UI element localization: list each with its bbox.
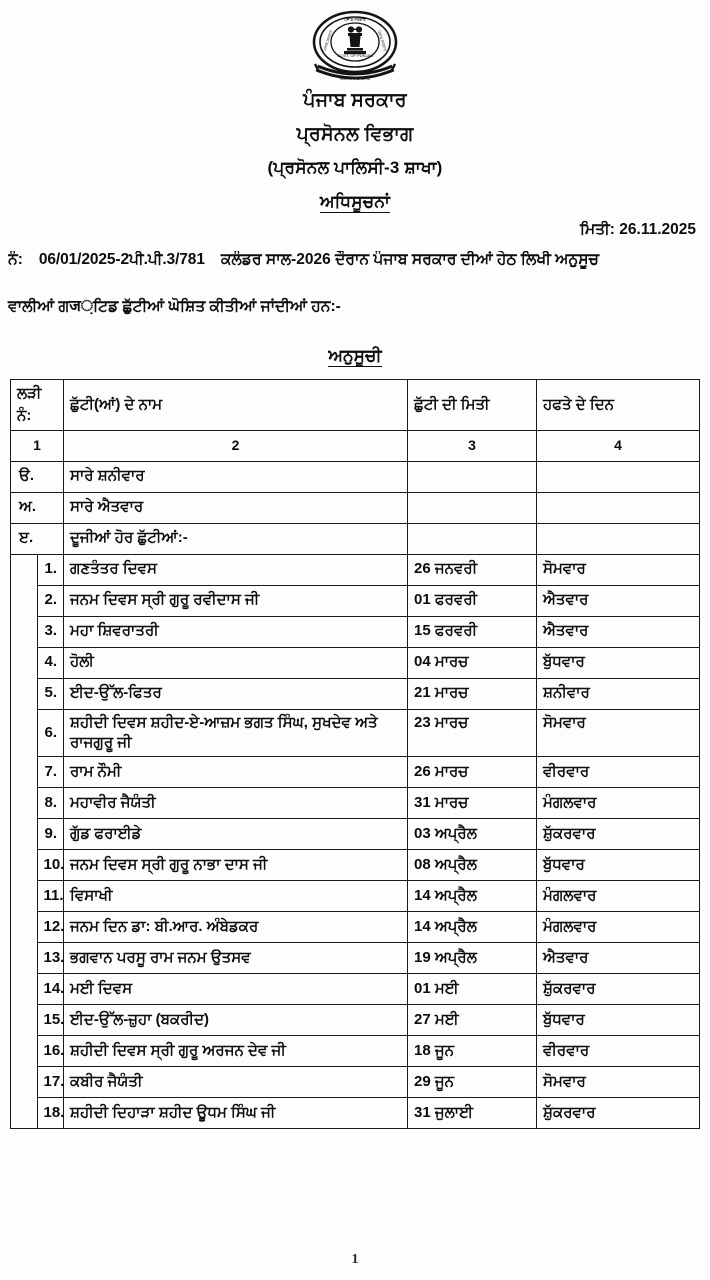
table-row [11, 943, 700, 974]
table-row [11, 678, 700, 709]
column-number-1: 1 [11, 430, 64, 461]
holiday-date: 14 ਅਪ੍ਰੈਲ [408, 881, 537, 912]
table-row [11, 819, 700, 850]
holiday-name: ਹੋਲੀ [64, 647, 408, 678]
holiday-number: 15. [37, 1005, 64, 1036]
general-row-day [537, 461, 700, 492]
holiday-day: ਸੋਮਵਾਰ [537, 709, 700, 757]
column-number-4: 4 [537, 430, 700, 461]
holiday-day: ਬੁੱਧਵਾਰ [537, 647, 700, 678]
holiday-name: ਭਗਵਾਨ ਪਰਸੂ ਰਾਮ ਜਨਮ ਉਤਸਵ [64, 943, 408, 974]
svg-text:ਪੰਜਾਬ ਸਰਕਾਰ: ਪੰਜਾਬ ਸਰਕਾਰ [321, 29, 334, 52]
holiday-name: ਗੁੱਡ ਫਰਾਈਡੇ [64, 819, 408, 850]
holiday-date: 14 ਅਪ੍ਰੈਲ [408, 912, 537, 943]
holiday-date: 26 ਮਾਰਚ [408, 757, 537, 788]
holidays-table [10, 379, 700, 1129]
holiday-day: ਵੀਰਵਾਰ [537, 1036, 700, 1067]
holiday-name: ਜਨਮ ਦਿਵਸ ਸ੍ਰੀ ਗੁਰੂ ਰਵੀਦਾਸ ਜੀ [64, 585, 408, 616]
table-row [11, 757, 700, 788]
holiday-name: ਜਨਮ ਦਿਵਸ ਸ੍ਰੀ ਗੁਰੂ ਨਾਭਾ ਦਾਸ ਜੀ [64, 850, 408, 881]
general-row-serial: ਅ. [11, 492, 64, 523]
holiday-date: 27 ਮਈ [408, 1005, 537, 1036]
holiday-date: 03 ਅਪ੍ਰੈਲ [408, 819, 537, 850]
holiday-day: ਬੁੱਧਵਾਰ [537, 850, 700, 881]
schedule-title [0, 346, 710, 366]
general-row-date [408, 523, 537, 554]
holiday-date: 23 ਮਾਰਚ [408, 709, 537, 757]
holiday-day: ਸ਼ਨੀਵਾਰ [537, 678, 700, 709]
holiday-number: 16. [37, 1036, 64, 1067]
holiday-date: 18 ਜੂਨ [408, 1036, 537, 1067]
table-row [11, 1098, 700, 1129]
holiday-number: 6. [37, 709, 64, 757]
holiday-name: ਮਹਾਵੀਰ ਜੈਯੰਤੀ [64, 788, 408, 819]
column-number-2: 2 [64, 430, 408, 461]
holiday-number: 14. [37, 974, 64, 1005]
holiday-group-serial-cell [11, 554, 38, 1129]
holiday-day: ਐਤਵਾਰ [537, 585, 700, 616]
holiday-date: 26 ਜਨਵਰੀ [408, 554, 537, 585]
general-row-date [408, 461, 537, 492]
general-row-serial: ੳ. [11, 461, 64, 492]
table-row [11, 1005, 700, 1036]
holiday-number: 2. [37, 585, 64, 616]
header-holiday-date: ਛੁੱਟੀ ਦੀ ਮਿਤੀ [408, 380, 537, 431]
holiday-day: ਸੋਮਵਾਰ [537, 554, 700, 585]
holiday-name: ਜਨਮ ਦਿਨ ਡਾ: ਬੀ.ਆਰ. ਅੰਬੇਡਕਰ [64, 912, 408, 943]
general-row-name: ਸਾਰੇ ਐਤਵਾਰ [64, 492, 408, 523]
holiday-number: 18. [37, 1098, 64, 1129]
holiday-number: 10. [37, 850, 64, 881]
general-row-date [408, 492, 537, 523]
holiday-day: ਐਤਵਾਰ [537, 616, 700, 647]
holiday-day: ਐਤਵਾਰ [537, 943, 700, 974]
notification-number: 06/01/2025-2ਪੀ.ਪੀ.3/781 [38, 251, 205, 268]
holiday-number: 9. [37, 819, 64, 850]
punjab-government-emblem-icon [301, 8, 409, 94]
header-week-day: ਹਫਤੇ ਦੇ ਦਿਨ [537, 380, 700, 431]
branch-name: (ਪ੍ਰਸੋਨਲ ਪਾਲਿਸੀ-3 ਸ਼ਾਖਾ) [267, 158, 443, 177]
notification-body-line1: ਕਲੰਡਰ ਸਾਲ-2026 ਦੌਰਾਨ ਪੰਜਾਬ ਸਰਕਾਰ ਦੀਆਂ ਹੇਠ ਲਿਖੀ ਅਨੁਸੂਚ [220, 251, 599, 268]
holiday-date: 31 ਜੁਲਾਈ [408, 1098, 537, 1129]
table-row [11, 554, 700, 585]
holiday-number: 13. [37, 943, 64, 974]
header-holiday-name: ਛੁੱਟੀ(ਆਂ) ਦੇ ਨਾਮ [64, 380, 408, 431]
holiday-day: ਸ਼ੁੱਕਰਵਾਰ [537, 819, 700, 850]
holiday-number: 11. [37, 881, 64, 912]
header-serial-line1: ਲੜੀ [17, 385, 42, 402]
general-row-serial: ੲ. [11, 523, 64, 554]
table-row [11, 1036, 700, 1067]
holiday-day: ਸੋਮਵਾਰ [537, 1067, 700, 1098]
table-row [11, 788, 700, 819]
holiday-day: ਮੰਗਲਵਾਰ [537, 788, 700, 819]
holiday-name: ਰਾਮ ਨੌਮੀ [64, 757, 408, 788]
holiday-number: 7. [37, 757, 64, 788]
holiday-day: ਵੀਰਵਾਰ [537, 757, 700, 788]
memo-date: ਮਿਤੀ: 26.11.2025 [580, 221, 696, 238]
holiday-date: 15 ਫਰਵਰੀ [408, 616, 537, 647]
header-serial-line2: ਨੰ: [17, 406, 32, 424]
holiday-date: 04 ਮਾਰਚ [408, 647, 537, 678]
holiday-name: ਸ਼ਹੀਦੀ ਦਿਵਸ ਸ੍ਰੀ ਗੁਰੂ ਅਰਜਨ ਦੇਵ ਜੀ [64, 1036, 408, 1067]
table-row [11, 585, 700, 616]
page-number: 1 [351, 1252, 359, 1267]
notification-heading-text: ਅਧਿਸੂਚਨਾਂ [319, 192, 391, 211]
emblem-container [0, 8, 710, 94]
holiday-name: ਕਬੀਰ ਜੈਯੰਤੀ [64, 1067, 408, 1098]
holiday-number: 1. [37, 554, 64, 585]
holiday-date: 31 ਮਾਰਚ [408, 788, 537, 819]
schedule-title-text: ਅਨੁਸੂਚੀ [328, 346, 382, 365]
holiday-name: ਮਈ ਦਿਵਸ [64, 974, 408, 1005]
table-row [11, 974, 700, 1005]
table-row [11, 616, 700, 647]
notification-heading [0, 192, 710, 212]
svg-text:ਪੰਜਾਬ ਸਰਕਾਰ: ਪੰਜਾਬ ਸਰਕਾਰ [376, 29, 389, 52]
svg-text:GOVT. PUNJAB: GOVT. PUNJAB [339, 76, 371, 81]
holiday-number: 5. [37, 678, 64, 709]
holiday-name: ਵਿਸਾਖੀ [64, 881, 408, 912]
column-number-3: 3 [408, 430, 537, 461]
table-column-number-row [11, 430, 700, 461]
table-header-row [11, 380, 700, 431]
holiday-name: ਈਦ-ਉੱਲ-ਫਿਤਰ [64, 678, 408, 709]
table-row [11, 647, 700, 678]
department-name: ਪ੍ਰਸੋਨਲ ਵਿਭਾਗ [296, 124, 414, 145]
notification-number-line [8, 251, 710, 269]
notification-number-label: ਨੰ: [8, 251, 23, 268]
holiday-day: ਬੁੱਧਵਾਰ [537, 1005, 700, 1036]
notification-body-line2: ਵਾਲੀਆਂ ਗज਼ਟਿਡ ਛੁੱਟੀਆਂ ਘੋਸ਼ਿਤ ਕੀਤੀਆਂ ਜਾਂਦੀਆਂ ਹਨ:- [8, 298, 341, 315]
svg-text:GOVT. OF PUNJAB: GOVT. OF PUNJAB [337, 53, 373, 58]
general-row-day [537, 523, 700, 554]
svg-text:ਪੰਜਾਬ ਸਰਕਾਰ: ਪੰਜਾਬ ਸਰਕਾਰ [344, 17, 366, 22]
holiday-number: 3. [37, 616, 64, 647]
holiday-day: ਮੰਗਲਵਾਰ [537, 881, 700, 912]
holiday-number: 17. [37, 1067, 64, 1098]
holiday-date: 01 ਮਈ [408, 974, 537, 1005]
table-row [11, 492, 700, 523]
holiday-date: 19 ਅਪ੍ਰੈਲ [408, 943, 537, 974]
holiday-number: 12. [37, 912, 64, 943]
table-row [11, 523, 700, 554]
holiday-name: ਮਹਾ ਸ਼ਿਵਰਾਤਰੀ [64, 616, 408, 647]
general-row-name: ਦੂਜੀਆਂ ਹੋਰ ਛੁੱਟੀਆਂ:- [64, 523, 408, 554]
holiday-number: 4. [37, 647, 64, 678]
holiday-day: ਸ਼ੁੱਕਰਵਾਰ [537, 1098, 700, 1129]
table-row [11, 912, 700, 943]
holiday-day: ਮੰਗਲਵਾਰ [537, 912, 700, 943]
header-serial [11, 380, 64, 431]
holiday-day: ਸ਼ੁੱਕਰਵਾਰ [537, 974, 700, 1005]
holiday-number: 8. [37, 788, 64, 819]
holiday-name: ਈਦ-ਉੱਲ-ਜ਼ੁਹਾ (ਬਕਰੀਦ) [64, 1005, 408, 1036]
table-row [11, 850, 700, 881]
holiday-name: ਸ਼ਹੀਦੀ ਦਿਹਾੜਾ ਸ਼ਹੀਦ ਊਧਮ ਸਿੰਘ ਜੀ [64, 1098, 408, 1129]
table-row [11, 461, 700, 492]
general-row-day [537, 492, 700, 523]
holiday-date: 21 ਮਾਰਚ [408, 678, 537, 709]
general-row-name: ਸਾਰੇ ਸ਼ਨੀਵਾਰ [64, 461, 408, 492]
table-row [11, 881, 700, 912]
table-row [11, 1067, 700, 1098]
holiday-date: 29 ਜੂਨ [408, 1067, 537, 1098]
holiday-name: ਸ਼ਹੀਦੀ ਦਿਵਸ ਸ਼ਹੀਦ-ਏ-ਆਜ਼ਮ ਭਗਤ ਸਿੰਘ, ਸੁਖਦੇਵ ਅਤੇ ਰਾਜਗੁਰੂ ਜੀ [64, 709, 408, 757]
holiday-date: 08 ਅਪ੍ਰੈਲ [408, 850, 537, 881]
table-row [11, 709, 700, 757]
government-name: ਪੰਜਾਬ ਸਰਕਾਰ [303, 90, 407, 111]
holiday-date: 01 ਫਰਵਰੀ [408, 585, 537, 616]
holiday-name: ਗਣਤੰਤਰ ਦਿਵਸ [64, 554, 408, 585]
